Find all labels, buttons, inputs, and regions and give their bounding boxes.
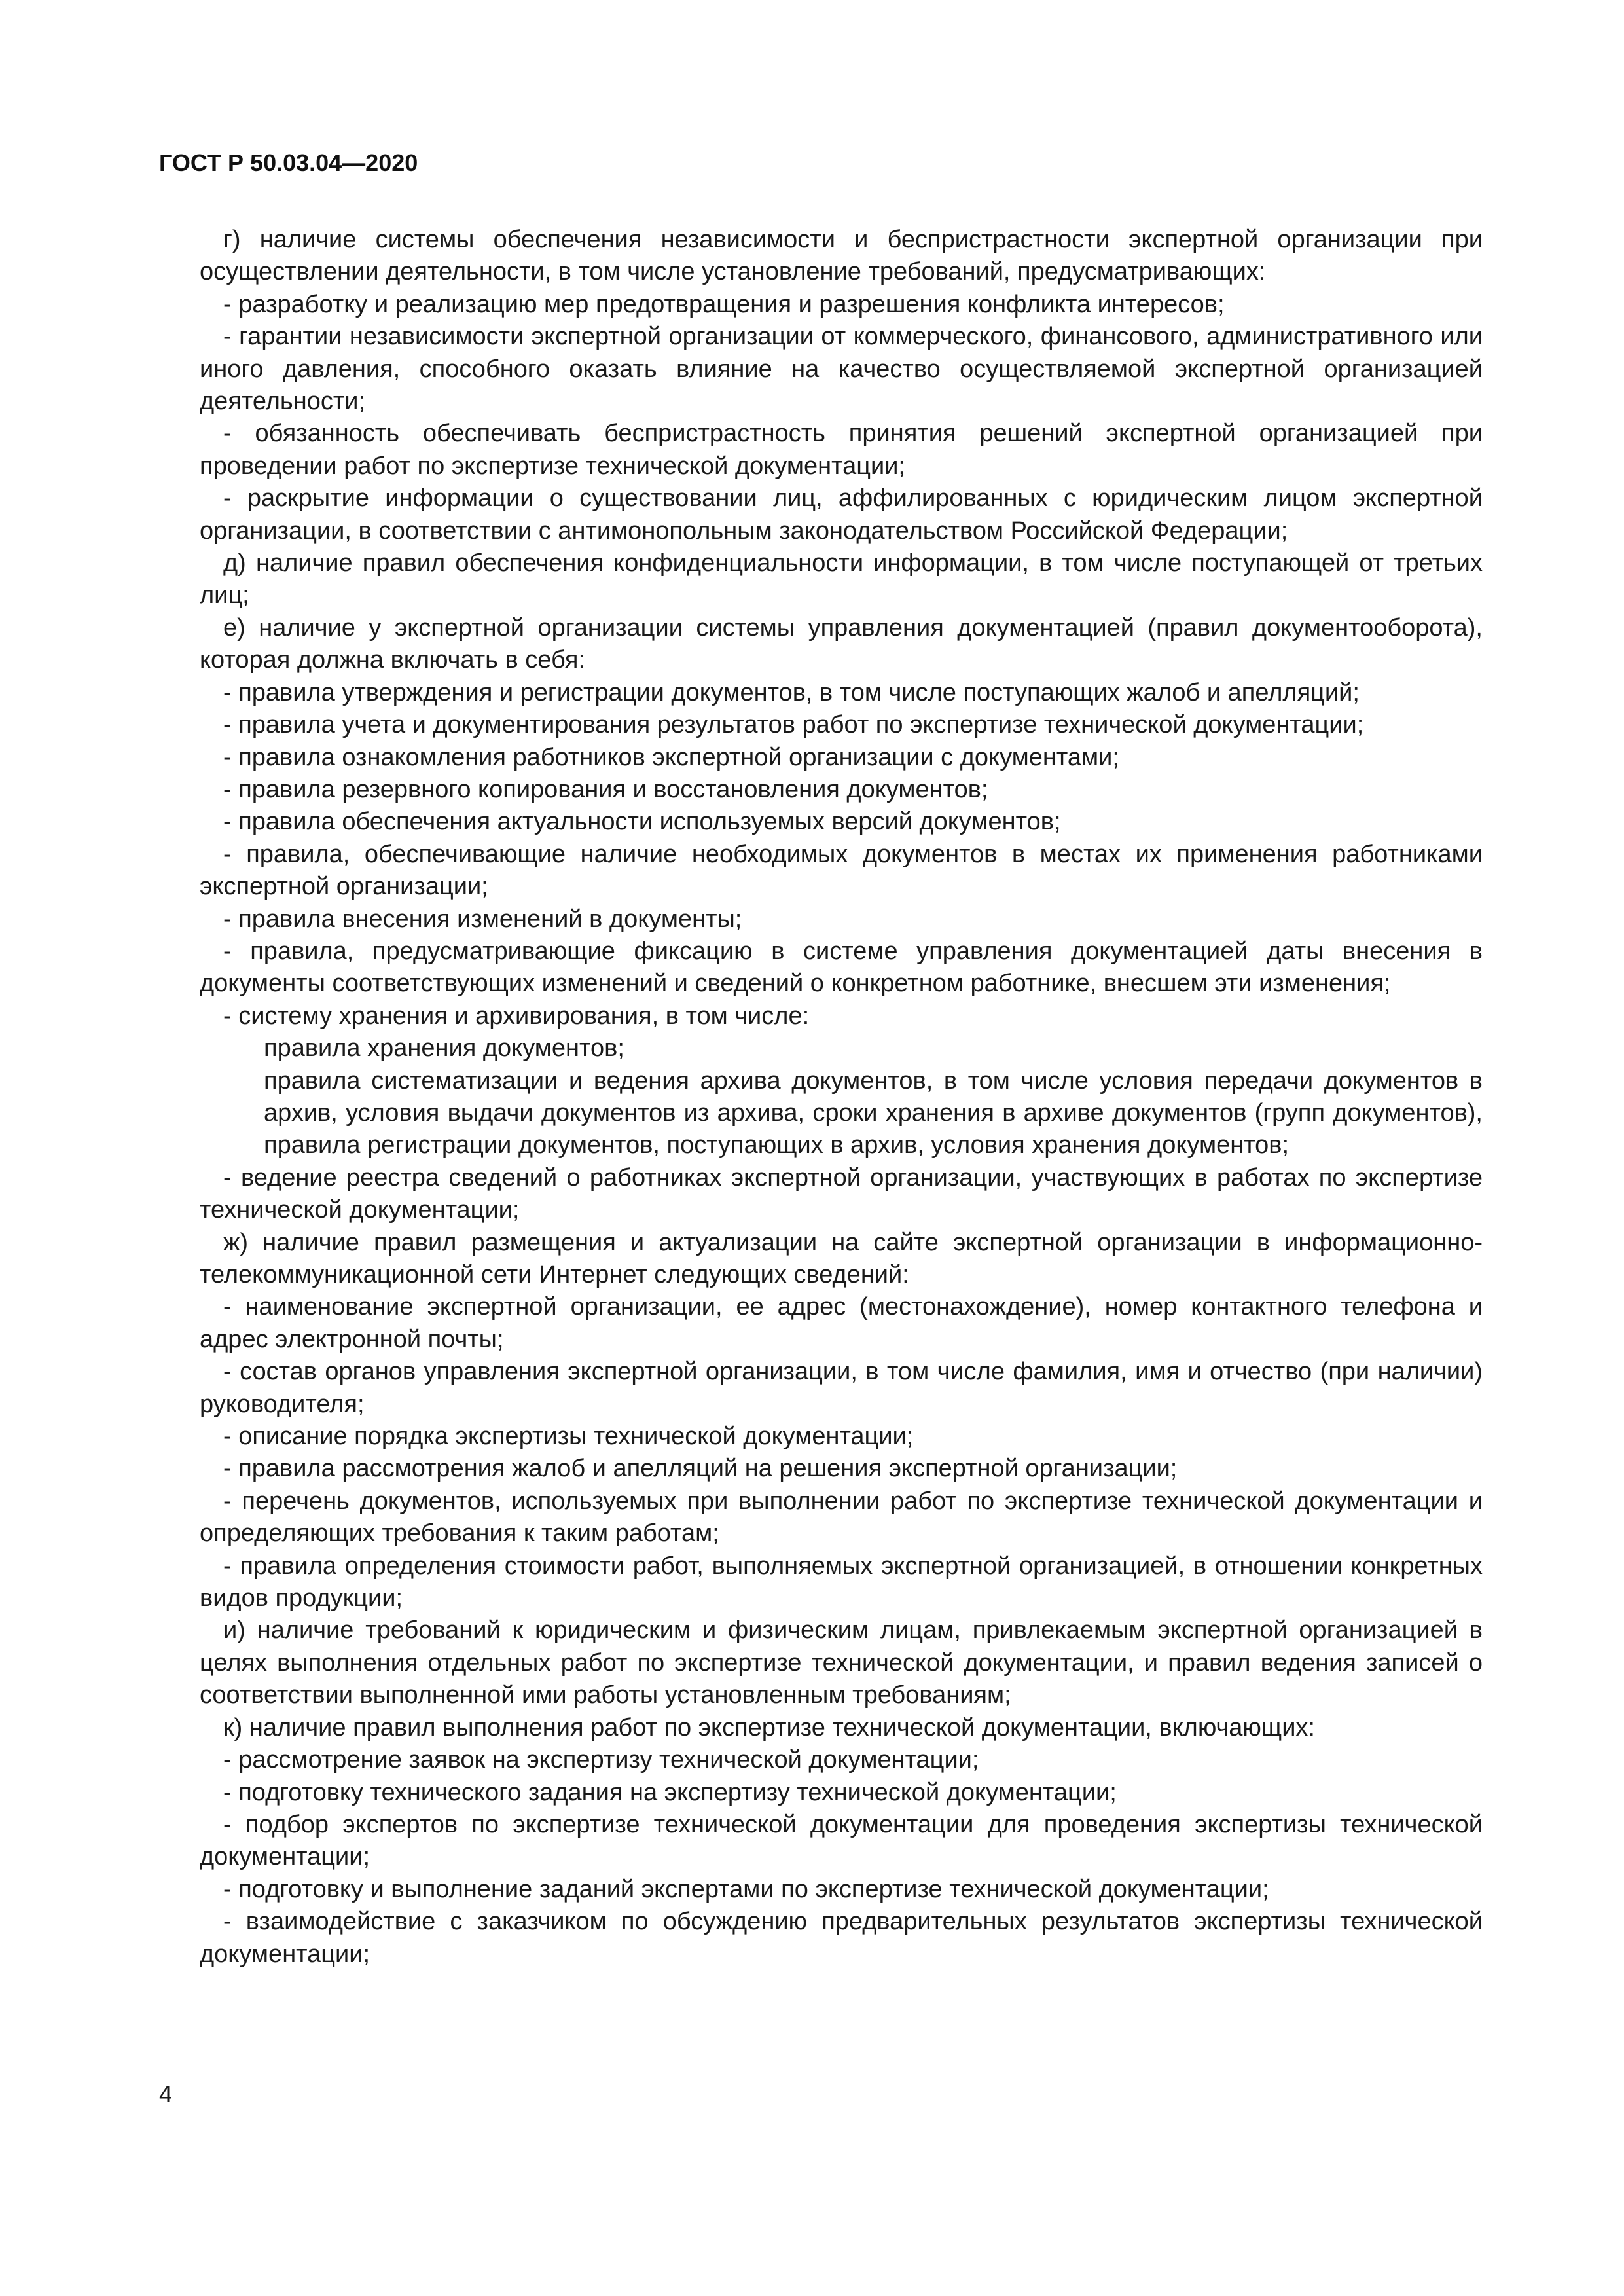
list-item: - правила ознакомления работников экспертной организации с документами; [223, 743, 1119, 771]
paragraph-d: д) наличие правил обеспечения конфиденциальности информации, в том числе поступающей от третьих лиц; [200, 549, 1483, 610]
list-item: - разработку и реализацию мер предотвращения и разрешения конфликта интересов; [223, 290, 1225, 318]
list-item: - ведение реестра сведений о работниках экспертной организации, участвующих в работах по экспертизе технической документации; [200, 1163, 1483, 1224]
list-item: - раскрытие информации о существовании лиц, аффилированных с юридическим лицом экспертной организации, в соответствии с антимонопольным законодательством Российской Федерации; [200, 484, 1483, 545]
list-item: - правила учета и документирования результатов работ по экспертизе технической документации; [223, 711, 1364, 739]
list-item: - систему хранения и архивирования, в том числе: [223, 1002, 810, 1030]
list-item: - подготовку и выполнение заданий экспертами по экспертизе технической документации; [223, 1875, 1269, 1903]
standard-code-header: ГОСТ Р 50.03.04—2020 [159, 149, 418, 176]
list-item: - правила утверждения и регистрации документов, в том числе поступающих жалоб и апелляций; [223, 678, 1360, 706]
list-item: - правила обеспечения актуальности используемых версий документов; [223, 808, 1061, 836]
list-item: - описание порядка экспертизы технической документации; [223, 1423, 914, 1451]
list-item: - правила, обеспечивающие наличие необходимых документов в местах их применения работниками экспертной организации; [200, 840, 1483, 901]
list-item: - взаимодействие с заказчиком по обсуждению предварительных результатов экспертизы технической документации; [200, 1908, 1483, 1968]
list-item: - правила резервного копирования и восстановления документов; [223, 775, 988, 803]
list-item: - правила, предусматривающие фиксацию в системе управления документацией даты внесения в документы соответствующих изменений и сведений о конкретном работнике, внесшем эти изменения; [200, 937, 1483, 998]
sub-list-item: правила хранения документов; [264, 1034, 624, 1063]
list-item: - рассмотрение заявок на экспертизу технической документации; [223, 1746, 979, 1774]
list-item: - подбор экспертов по экспертизе технической документации для проведения экспертизы технической документации; [200, 1810, 1483, 1871]
list-item: - правила рассмотрения жалоб и апелляций на решения экспертной организации; [223, 1455, 1178, 1483]
list-item: - состав органов управления экспертной организации, в том числе фамилия, имя и отчество (при наличии) руководителя; [200, 1358, 1483, 1418]
list-item: - наименование экспертной организации, ее адрес (местонахождение), номер контактного телефона и адрес электронной почты; [200, 1293, 1483, 1353]
paragraph-g: г) наличие системы обеспечения независимости и беспристрастности экспертной организации при осуществлении деятельности, в том числе установление требований, предусматривающих: [200, 226, 1483, 286]
document-body [200, 224, 1483, 1971]
sub-list-item: правила систематизации и ведения архива документов, в том числе условия передачи документов в архив, условия выдачи документов из архива, сроки хранения в архиве документов (групп документов), правила регистрации документов, поступающих в архив, условия хранения документов; [264, 1066, 1483, 1159]
paragraph-e: е) наличие у экспертной организации системы управления документацией (правил документооборота), которая должна включать в себя: [200, 613, 1483, 674]
paragraph-zh: ж) наличие правил размещения и актуализации на сайте экспертной организации в информационно-телекоммуникационной сети Интернет следующих сведений: [200, 1228, 1483, 1288]
list-item: - перечень документов, используемых при выполнении работ по экспертизе технической документации и определяющих требования к таким работам; [200, 1487, 1483, 1548]
paragraph-i: и) наличие требований к юридическим и физическим лицам, привлекаемым экспертной организацией в целях выполнения отдельных работ по экспертизе технической документации, и правил ведения записей о соответствии выполненной ими работы установленным требованиям; [200, 1616, 1483, 1709]
list-item: - правила внесения изменений в документы; [223, 905, 742, 933]
paragraph-k: к) наличие правил выполнения работ по экспертизе технической документации, включающих: [223, 1713, 1315, 1741]
list-item: - гарантии независимости экспертной организации от коммерческого, финансового, административного или иного давления, способного оказать влияние на качество осуществляемой экспертной организацией деятельности; [200, 323, 1483, 416]
list-item: - подготовку технического задания на экспертизу технической документации; [223, 1778, 1117, 1806]
list-item: - обязанность обеспечивать беспристрастность принятия решений экспертной организацией при проведении работ по экспертизе технической документации; [200, 420, 1483, 480]
page-number: 4 [159, 2081, 173, 2107]
list-item: - правила определения стоимости работ, выполняемых экспертной организацией, в отношении конкретных видов продукции; [200, 1552, 1483, 1613]
